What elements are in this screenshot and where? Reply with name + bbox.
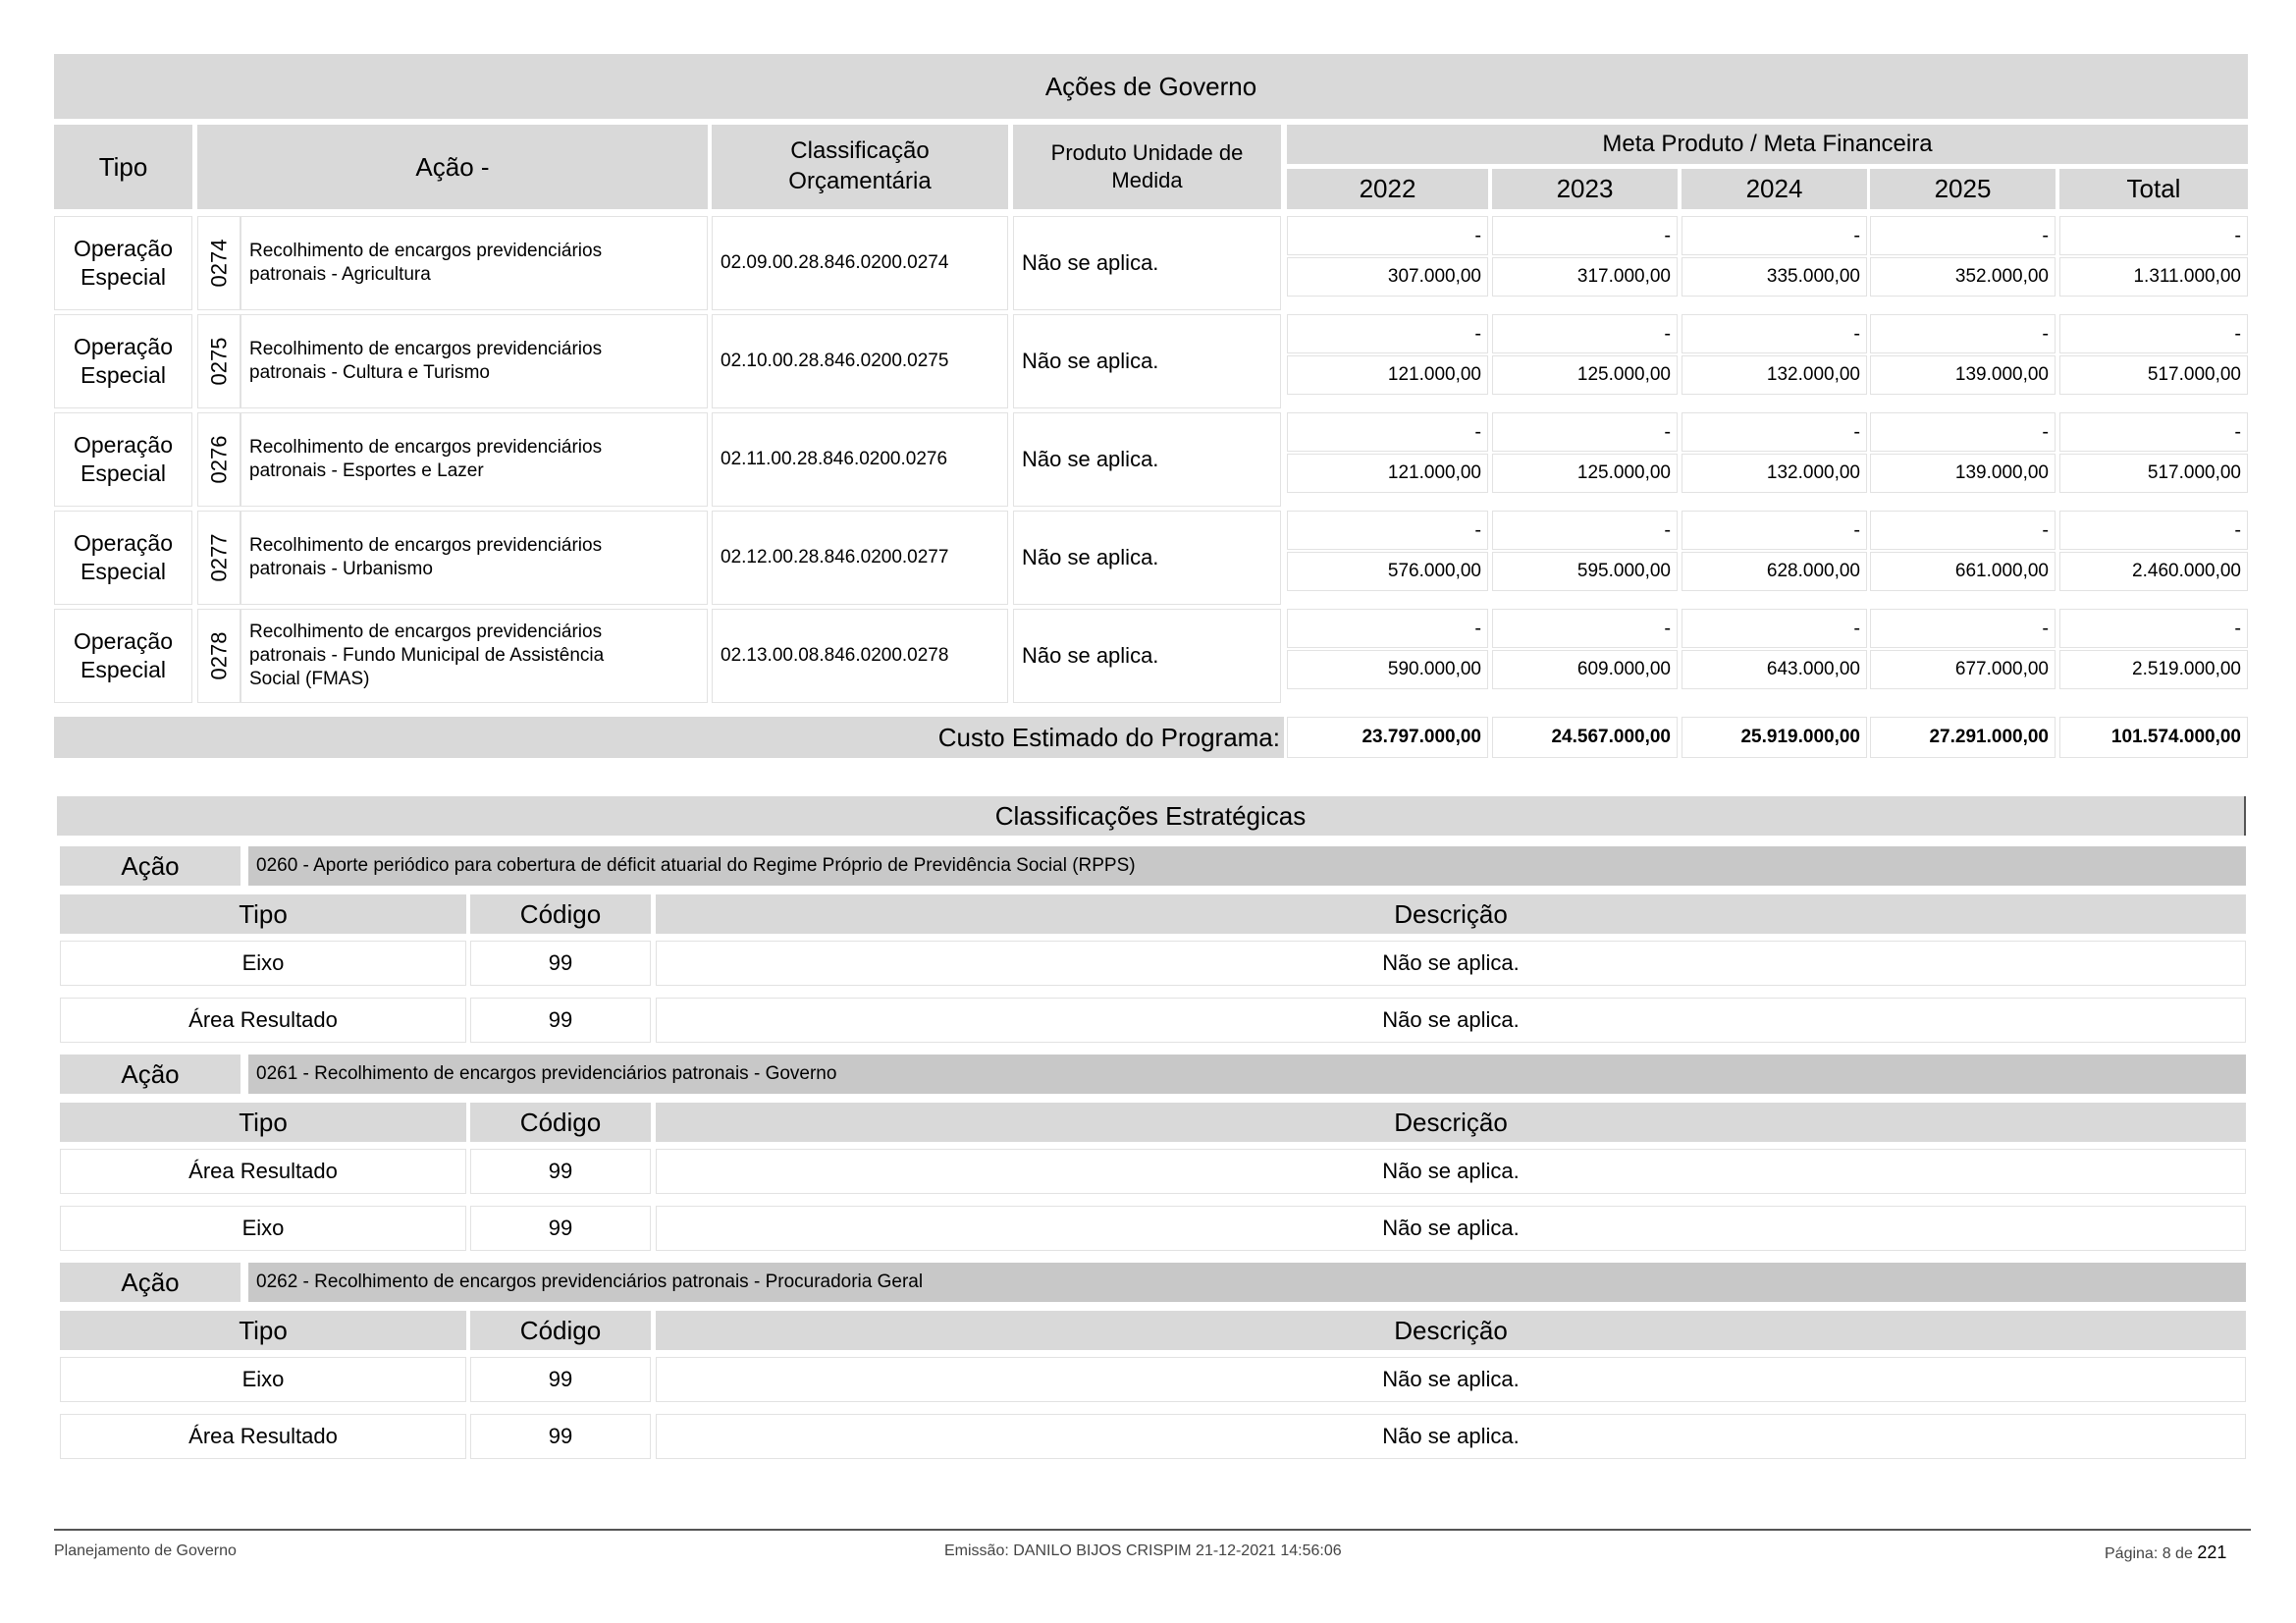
meta-produto-cell: - bbox=[1682, 511, 1867, 550]
class-row-codigo: 99 bbox=[470, 1149, 651, 1194]
meta-produto-cell: - bbox=[1492, 609, 1678, 648]
custo-label: Custo Estimado do Programa: bbox=[54, 717, 1284, 758]
class-row-codigo: 99 bbox=[470, 941, 651, 986]
custo-value: 27.291.000,00 bbox=[1870, 717, 2056, 758]
meta-produto-cell: - bbox=[1287, 314, 1488, 353]
meta-financeira-cell: 335.000,00 bbox=[1682, 257, 1867, 297]
footer-left: Planejamento de Governo bbox=[54, 1542, 237, 1559]
year-header: Total bbox=[2059, 169, 2248, 209]
meta-financeira-cell: 2.460.000,00 bbox=[2059, 552, 2248, 591]
row-codigo bbox=[197, 609, 240, 703]
class-row-tipo: Eixo bbox=[60, 1206, 466, 1251]
meta-financeira-cell: 125.000,00 bbox=[1492, 355, 1678, 395]
meta-produto-cell: - bbox=[1682, 609, 1867, 648]
meta-produto-cell: - bbox=[1492, 216, 1678, 255]
custo-value: 24.567.000,00 bbox=[1492, 717, 1678, 758]
row-codigo bbox=[197, 412, 240, 507]
row-produto: Não se aplica. bbox=[1013, 216, 1281, 310]
row-produto: Não se aplica. bbox=[1013, 609, 1281, 703]
row-descricao: Recolhimento de encargos previdenciários patronais - Esportes e Lazer bbox=[240, 412, 708, 507]
col-descricao-header: Descrição bbox=[656, 894, 2246, 934]
class-row-tipo: Área Resultado bbox=[60, 998, 466, 1043]
header-acao: Ação - bbox=[197, 125, 708, 209]
year-header: 2023 bbox=[1492, 169, 1678, 209]
meta-produto-cell: - bbox=[1287, 412, 1488, 452]
row-codigo bbox=[197, 314, 240, 408]
row-produto: Não se aplica. bbox=[1013, 314, 1281, 408]
meta-financeira-cell: 352.000,00 bbox=[1870, 257, 2056, 297]
meta-produto-cell: - bbox=[1870, 314, 2056, 353]
meta-financeira-cell: 139.000,00 bbox=[1870, 355, 2056, 395]
col-tipo-header: Tipo bbox=[60, 894, 466, 934]
acoes-title: Ações de Governo bbox=[54, 54, 2248, 119]
header-meta: Meta Produto / Meta Financeira bbox=[1287, 125, 2248, 164]
col-descricao-header: Descrição bbox=[656, 1103, 2246, 1142]
class-row-codigo: 99 bbox=[470, 998, 651, 1043]
col-codigo-header: Código bbox=[470, 1103, 651, 1142]
row-descricao: Recolhimento de encargos previdenciários patronais - Fundo Municipal de Assistência Social (FMAS) bbox=[240, 609, 708, 703]
row-codigo-text: 0278 bbox=[206, 631, 232, 680]
meta-produto-cell: - bbox=[2059, 511, 2248, 550]
year-header: 2024 bbox=[1682, 169, 1867, 209]
meta-financeira-cell: 576.000,00 bbox=[1287, 552, 1488, 591]
row-classificacao: 02.12.00.28.846.0200.0277 bbox=[712, 511, 1008, 605]
meta-financeira-cell: 132.000,00 bbox=[1682, 454, 1867, 493]
meta-produto-cell: - bbox=[1870, 412, 2056, 452]
row-codigo bbox=[197, 511, 240, 605]
year-header: 2022 bbox=[1287, 169, 1488, 209]
col-tipo-header: Tipo bbox=[60, 1311, 466, 1350]
meta-produto-cell: - bbox=[2059, 314, 2248, 353]
custo-value: 101.574.000,00 bbox=[2059, 717, 2248, 758]
meta-financeira-cell: 590.000,00 bbox=[1287, 650, 1488, 689]
acao-title: 0262 - Recolhimento de encargos previdenciários patronais - Procuradoria Geral bbox=[248, 1263, 2246, 1302]
class-row-descricao: Não se aplica. bbox=[656, 1414, 2246, 1459]
row-produto: Não se aplica. bbox=[1013, 412, 1281, 507]
class-row-tipo: Área Resultado bbox=[60, 1149, 466, 1194]
header-tipo: Tipo bbox=[54, 125, 192, 209]
row-descricao: Recolhimento de encargos previdenciários patronais - Agricultura bbox=[240, 216, 708, 310]
row-descricao: Recolhimento de encargos previdenciários patronais - Cultura e Turismo bbox=[240, 314, 708, 408]
meta-produto-cell: - bbox=[2059, 609, 2248, 648]
footer-center: Emissão: DANILO BIJOS CRISPIM 21-12-2021 14:56:06 bbox=[944, 1542, 1342, 1559]
meta-financeira-cell: 517.000,00 bbox=[2059, 454, 2248, 493]
row-classificacao: 02.13.00.08.846.0200.0278 bbox=[712, 609, 1008, 703]
class-row-tipo: Eixo bbox=[60, 941, 466, 986]
year-header: 2025 bbox=[1870, 169, 2056, 209]
row-descricao: Recolhimento de encargos previdenciários patronais - Urbanismo bbox=[240, 511, 708, 605]
meta-financeira-cell: 609.000,00 bbox=[1492, 650, 1678, 689]
meta-financeira-cell: 2.519.000,00 bbox=[2059, 650, 2248, 689]
meta-financeira-cell: 677.000,00 bbox=[1870, 650, 2056, 689]
meta-produto-cell: - bbox=[1870, 609, 2056, 648]
row-tipo: Operação Especial bbox=[54, 314, 192, 408]
row-codigo bbox=[197, 216, 240, 310]
meta-produto-cell: - bbox=[1682, 216, 1867, 255]
meta-produto-cell: - bbox=[2059, 412, 2248, 452]
row-produto: Não se aplica. bbox=[1013, 511, 1281, 605]
meta-financeira-cell: 121.000,00 bbox=[1287, 355, 1488, 395]
meta-produto-cell: - bbox=[1682, 314, 1867, 353]
meta-produto-cell: - bbox=[1492, 412, 1678, 452]
row-tipo: Operação Especial bbox=[54, 216, 192, 310]
class-row-descricao: Não se aplica. bbox=[656, 1206, 2246, 1251]
meta-financeira-cell: 132.000,00 bbox=[1682, 355, 1867, 395]
custo-value: 23.797.000,00 bbox=[1287, 717, 1488, 758]
row-codigo-text: 0277 bbox=[206, 533, 232, 582]
meta-financeira-cell: 307.000,00 bbox=[1287, 257, 1488, 297]
row-classificacao: 02.10.00.28.846.0200.0275 bbox=[712, 314, 1008, 408]
acao-title: 0261 - Recolhimento de encargos previdenciários patronais - Governo bbox=[248, 1055, 2246, 1094]
meta-financeira-cell: 595.000,00 bbox=[1492, 552, 1678, 591]
meta-produto-cell: - bbox=[1870, 216, 2056, 255]
meta-financeira-cell: 125.000,00 bbox=[1492, 454, 1678, 493]
footer-page-total: 221 bbox=[2197, 1542, 2227, 1562]
meta-financeira-cell: 121.000,00 bbox=[1287, 454, 1488, 493]
acao-title: 0260 - Aporte periódico para cobertura de déficit atuarial do Regime Próprio de Previdência Social (RPPS) bbox=[248, 846, 2246, 886]
class-row-tipo: Eixo bbox=[60, 1357, 466, 1402]
class-row-descricao: Não se aplica. bbox=[656, 1357, 2246, 1402]
meta-produto-cell: - bbox=[1682, 412, 1867, 452]
header-classificacao: Classificação Orçamentária bbox=[712, 125, 1008, 209]
meta-produto-cell: - bbox=[1492, 511, 1678, 550]
meta-produto-cell: - bbox=[1870, 511, 2056, 550]
col-codigo-header: Código bbox=[470, 894, 651, 934]
row-tipo: Operação Especial bbox=[54, 412, 192, 507]
col-descricao-header: Descrição bbox=[656, 1311, 2246, 1350]
custo-value: 25.919.000,00 bbox=[1682, 717, 1867, 758]
class-row-codigo: 99 bbox=[470, 1357, 651, 1402]
meta-financeira-cell: 643.000,00 bbox=[1682, 650, 1867, 689]
class-row-descricao: Não se aplica. bbox=[656, 998, 2246, 1043]
col-tipo-header: Tipo bbox=[60, 1103, 466, 1142]
meta-financeira-cell: 317.000,00 bbox=[1492, 257, 1678, 297]
class-row-codigo: 99 bbox=[470, 1206, 651, 1251]
class-row-codigo: 99 bbox=[470, 1414, 651, 1459]
row-codigo-text: 0276 bbox=[206, 435, 232, 484]
meta-financeira-cell: 1.311.000,00 bbox=[2059, 257, 2248, 297]
acao-label: Ação bbox=[60, 1055, 240, 1094]
class-row-descricao: Não se aplica. bbox=[656, 941, 2246, 986]
meta-financeira-cell: 139.000,00 bbox=[1870, 454, 2056, 493]
meta-produto-cell: - bbox=[1287, 609, 1488, 648]
meta-produto-cell: - bbox=[1287, 216, 1488, 255]
row-tipo: Operação Especial bbox=[54, 609, 192, 703]
acao-label: Ação bbox=[60, 846, 240, 886]
class-row-tipo: Área Resultado bbox=[60, 1414, 466, 1459]
meta-produto-cell: - bbox=[2059, 216, 2248, 255]
meta-financeira-cell: 628.000,00 bbox=[1682, 552, 1867, 591]
footer-rule bbox=[54, 1529, 2251, 1531]
col-codigo-header: Código bbox=[470, 1311, 651, 1350]
footer-page-label: Página: 8 de bbox=[2105, 1545, 2193, 1562]
footer-page bbox=[2105, 1542, 2226, 1563]
row-codigo-text: 0274 bbox=[206, 239, 232, 288]
meta-financeira-cell: 517.000,00 bbox=[2059, 355, 2248, 395]
meta-financeira-cell: 661.000,00 bbox=[1870, 552, 2056, 591]
meta-produto-cell: - bbox=[1492, 314, 1678, 353]
row-classificacao: 02.11.00.28.846.0200.0276 bbox=[712, 412, 1008, 507]
row-codigo-text: 0275 bbox=[206, 337, 232, 386]
classificacoes-title: Classificações Estratégicas bbox=[57, 796, 2246, 836]
header-produto: Produto Unidade de Medida bbox=[1013, 125, 1281, 209]
acao-label: Ação bbox=[60, 1263, 240, 1302]
row-tipo: Operação Especial bbox=[54, 511, 192, 605]
meta-produto-cell: - bbox=[1287, 511, 1488, 550]
class-row-descricao: Não se aplica. bbox=[656, 1149, 2246, 1194]
row-classificacao: 02.09.00.28.846.0200.0274 bbox=[712, 216, 1008, 310]
